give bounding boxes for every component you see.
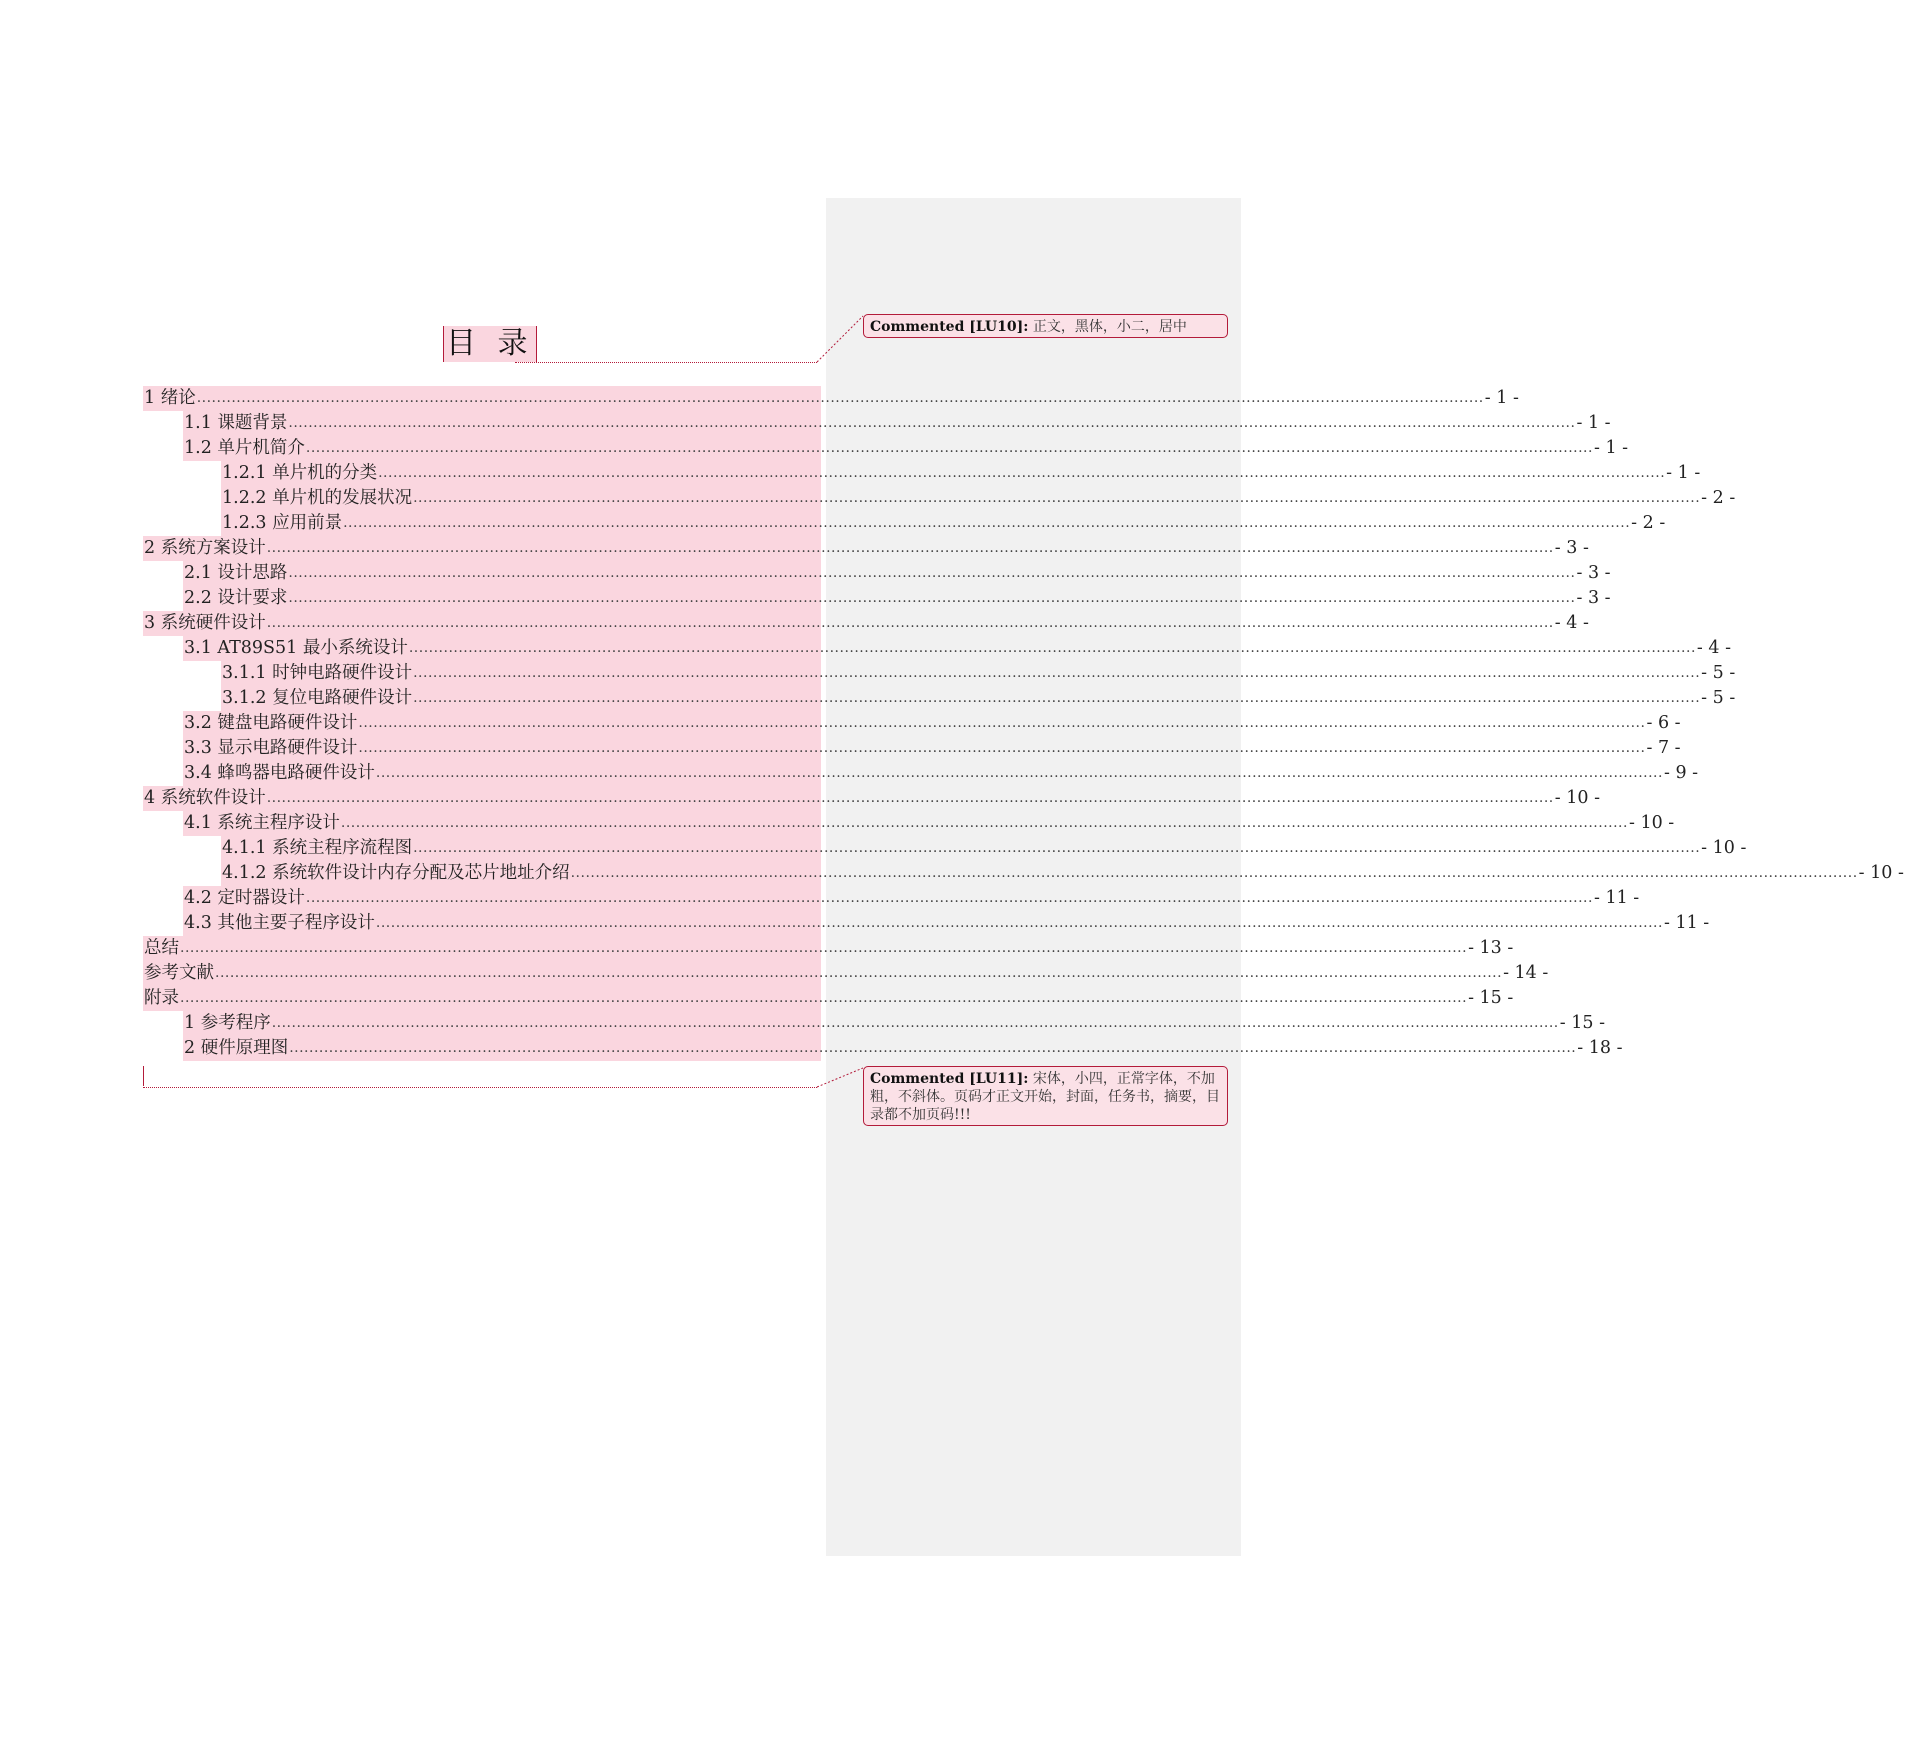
toc-entry[interactable] <box>143 1036 1623 1061</box>
toc-entry[interactable] <box>143 711 1681 736</box>
toc-leader-dots: .................................................................................................................................................................................................................................................................... <box>215 965 1503 981</box>
toc-leader-dots: .................................................................................................................................................................................................................................................................... <box>340 815 1628 831</box>
toc-page-number: - 4 - <box>1554 613 1589 633</box>
toc-entry[interactable] <box>143 461 1701 486</box>
toc-entry[interactable] <box>143 786 1600 811</box>
toc-entry-text: 1.2 单片机简介 <box>184 438 305 458</box>
toc-leader-dots: .................................................................................................................................................................................................................................................................... <box>570 865 1858 881</box>
toc-entry-text: 1.1 课题背景 <box>184 413 288 433</box>
toc-leader-dots: .................................................................................................................................................................................................................................................................... <box>343 515 1631 531</box>
toc-page-number: - 10 - <box>1858 863 1904 883</box>
toc-page-number: - 1 - <box>1593 438 1629 458</box>
toc-entry-highlight <box>183 1011 1605 1036</box>
toc-entry[interactable] <box>143 536 1589 561</box>
toc-entry[interactable] <box>143 511 1666 536</box>
toc-entry[interactable] <box>143 861 1904 886</box>
toc-page-number: - 2 - <box>1701 488 1736 508</box>
title-comment-anchor-line <box>515 362 817 363</box>
toc-leader-dots: .................................................................................................................................................................................................................................................................... <box>413 840 1701 856</box>
comment-author: Commented [LU10]: <box>870 319 1029 335</box>
toc-entry-text: 参考文献 <box>144 963 214 983</box>
comment-text: 正文，黑体，小二，居中 <box>1032 319 1187 335</box>
toc-entry-highlight <box>143 536 1589 561</box>
toc-page-number: - 15 - <box>1468 988 1514 1008</box>
toc-entry-highlight <box>183 911 1710 936</box>
toc-page-number: - 11 - <box>1593 888 1640 908</box>
toc-leader-dots: .................................................................................................................................................................................................................................................................... <box>271 1015 1559 1031</box>
toc-entry-text: 4.1.2 系统软件设计内存分配及芯片地址介绍 <box>222 863 570 883</box>
toc-entry-highlight <box>221 861 1904 886</box>
toc-page-number: - 1 - <box>1484 388 1519 408</box>
toc-entry[interactable] <box>143 611 1589 636</box>
toc-page-number: - 5 - <box>1701 663 1736 683</box>
toc-entry-highlight <box>143 611 1589 636</box>
toc-leader-dots: .................................................................................................................................................................................................................................................................... <box>288 565 1576 581</box>
toc-entry-text: 3.2 键盘电路硬件设计 <box>184 713 358 733</box>
toc-entry[interactable] <box>143 386 1519 411</box>
toc-entry[interactable] <box>143 811 1675 836</box>
toc-leader-dots: .................................................................................................................................................................................................................................................................... <box>358 715 1646 731</box>
toc-entry-highlight <box>143 961 1549 986</box>
toc-entry-text: 3 系统硬件设计 <box>144 613 266 633</box>
toc-entry[interactable] <box>143 936 1514 961</box>
toc-entry[interactable] <box>143 836 1747 861</box>
toc-entry-text: 总结 <box>144 938 179 958</box>
toc-entry-text: 3.1.2 复位电路硬件设计 <box>222 688 413 708</box>
toc-entry-highlight <box>183 586 1611 611</box>
toc-leader-dots: .................................................................................................................................................................................................................................................................... <box>413 665 1701 681</box>
toc-entry-highlight <box>183 736 1681 761</box>
toc-entry-highlight <box>143 386 1519 411</box>
toc-leader-dots: .................................................................................................................................................................................................................................................................... <box>305 890 1593 906</box>
toc-leader-dots: .................................................................................................................................................................................................................................................................... <box>408 640 1696 656</box>
toc-entry-highlight <box>143 786 1600 811</box>
toc-entry-text: 3.1 AT89S51 最小系统设计 <box>184 638 408 658</box>
toc-entry-highlight <box>183 711 1681 736</box>
toc-entry-highlight <box>143 986 1514 1011</box>
toc-entry[interactable] <box>143 686 1736 711</box>
toc-page-number: - 1 - <box>1666 463 1701 483</box>
comment-text: 宋体，小四，正常字体，不加粗，不斜体。页码才正文开始，封面，任务书，摘要，目录都不加页码!!! <box>870 1071 1220 1123</box>
toc-leader-dots: .................................................................................................................................................................................................................................................................... <box>358 740 1646 756</box>
toc-entry-text: 1 参考程序 <box>184 1013 271 1033</box>
toc-leader-dots: .................................................................................................................................................................................................................................................................... <box>375 765 1663 781</box>
toc-page-number: - 7 - <box>1646 738 1681 758</box>
toc-page-number: - 10 - <box>1554 788 1600 808</box>
toc-entry-highlight <box>183 636 1731 661</box>
toc-page-number: - 14 - <box>1503 963 1549 983</box>
toc-list <box>143 386 1904 1061</box>
toc-entry-highlight <box>221 661 1736 686</box>
toc-leader-dots: .................................................................................................................................................................................................................................................................... <box>413 690 1701 706</box>
toc-entry[interactable] <box>143 486 1736 511</box>
toc-entry-text: 1 绪论 <box>144 388 196 408</box>
toc-page-number: - 11 - <box>1663 913 1710 933</box>
toc-entry[interactable] <box>143 736 1681 761</box>
toc-page-number: - 4 - <box>1696 638 1731 658</box>
toc-comment-anchor-line <box>143 1087 817 1088</box>
toc-entry-highlight <box>221 461 1701 486</box>
toc-page-number: - 18 - <box>1577 1038 1623 1058</box>
toc-page-number: - 10 - <box>1701 838 1747 858</box>
toc-leader-dots: .................................................................................................................................................................................................................................................................... <box>305 440 1593 456</box>
toc-entry-highlight <box>183 436 1629 461</box>
toc-entry-text: 4.1.1 系统主程序流程图 <box>222 838 413 858</box>
toc-entry-text: 4 系统软件设计 <box>144 788 266 808</box>
toc-page-number: - 3 - <box>1576 588 1611 608</box>
toc-entry-highlight <box>183 561 1611 586</box>
toc-page-number: - 3 - <box>1554 538 1589 558</box>
toc-entry-text: 2.2 设计要求 <box>184 588 288 608</box>
toc-leader-dots: .................................................................................................................................................................................................................................................................... <box>289 1040 1577 1056</box>
comment-lu11[interactable] <box>863 1066 1228 1126</box>
toc-page-number: - 6 - <box>1646 713 1681 733</box>
toc-page-number: - 9 - <box>1663 763 1699 783</box>
toc-entry[interactable] <box>143 636 1731 661</box>
toc-entry[interactable] <box>143 436 1629 461</box>
toc-page-number: - 2 - <box>1631 513 1666 533</box>
toc-leader-dots: .................................................................................................................................................................................................................................................................... <box>266 540 1554 556</box>
toc-entry[interactable] <box>143 986 1514 1011</box>
toc-leader-dots: .................................................................................................................................................................................................................................................................... <box>180 990 1468 1006</box>
toc-entry[interactable] <box>143 586 1611 611</box>
toc-entry-text: 3.3 显示电路硬件设计 <box>184 738 358 758</box>
toc-entry-text: 4.2 定时器设计 <box>184 888 305 908</box>
toc-leader-dots: .................................................................................................................................................................................................................................................................... <box>180 940 1468 956</box>
toc-entry-text: 1.2.1 单片机的分类 <box>222 463 378 483</box>
toc-entry[interactable] <box>143 961 1549 986</box>
toc-entry-text: 2.1 设计思路 <box>184 563 288 583</box>
toc-entry-text: 1.2.3 应用前景 <box>222 513 343 533</box>
toc-entry[interactable] <box>143 886 1640 911</box>
toc-entry-highlight <box>221 836 1747 861</box>
toc-entry-text: 2 系统方案设计 <box>144 538 266 558</box>
toc-page-number: - 1 - <box>1576 413 1611 433</box>
toc-entry-highlight <box>221 686 1736 711</box>
toc-entry[interactable] <box>143 661 1736 686</box>
toc-entry-text: 1.2.2 单片机的发展状况 <box>222 488 413 508</box>
toc-entry[interactable] <box>143 911 1710 936</box>
toc-entry-highlight <box>183 886 1640 911</box>
toc-entry-highlight <box>221 511 1666 536</box>
comment-lu10[interactable] <box>863 314 1228 338</box>
toc-leader-dots: .................................................................................................................................................................................................................................................................... <box>413 490 1701 506</box>
toc-entry[interactable] <box>143 761 1699 786</box>
toc-leader-dots: .................................................................................................................................................................................................................................................................... <box>375 915 1663 931</box>
toc-entry-text: 3.4 蜂鸣器电路硬件设计 <box>184 763 375 783</box>
toc-entry-text: 2 硬件原理图 <box>184 1038 289 1058</box>
toc-leader-dots: .................................................................................................................................................................................................................................................................... <box>288 415 1576 431</box>
toc-entry[interactable] <box>143 1011 1605 1036</box>
toc-leader-dots: .................................................................................................................................................................................................................................................................... <box>196 390 1484 406</box>
toc-entry-highlight <box>143 936 1514 961</box>
toc-leader-dots: .................................................................................................................................................................................................................................................................... <box>288 590 1576 606</box>
comment-author: Commented [LU11]: <box>870 1071 1029 1087</box>
toc-entry[interactable] <box>143 561 1611 586</box>
toc-end-marker <box>143 1066 144 1086</box>
toc-entry-highlight <box>183 411 1611 436</box>
toc-entry-text: 附录 <box>144 988 179 1008</box>
toc-entry-highlight <box>221 486 1736 511</box>
toc-entry-highlight <box>183 761 1699 786</box>
toc-page-number: - 15 - <box>1559 1013 1605 1033</box>
toc-entry-text: 4.1 系统主程序设计 <box>184 813 340 833</box>
toc-entry[interactable] <box>143 411 1611 436</box>
toc-entry-highlight <box>183 811 1675 836</box>
toc-title: 目 录 <box>443 326 537 362</box>
toc-leader-dots: .................................................................................................................................................................................................................................................................... <box>378 465 1666 481</box>
toc-page-number: - 5 - <box>1701 688 1736 708</box>
toc-entry-text: 4.3 其他主要子程序设计 <box>184 913 375 933</box>
toc-leader-dots: .................................................................................................................................................................................................................................................................... <box>266 615 1554 631</box>
toc-entry-text: 3.1.1 时钟电路硬件设计 <box>222 663 413 683</box>
toc-page-number: - 13 - <box>1468 938 1514 958</box>
toc-page-number: - 10 - <box>1628 813 1675 833</box>
toc-page-number: - 3 - <box>1576 563 1611 583</box>
toc-leader-dots: .................................................................................................................................................................................................................................................................... <box>266 790 1554 806</box>
toc-entry-highlight <box>183 1036 1623 1061</box>
